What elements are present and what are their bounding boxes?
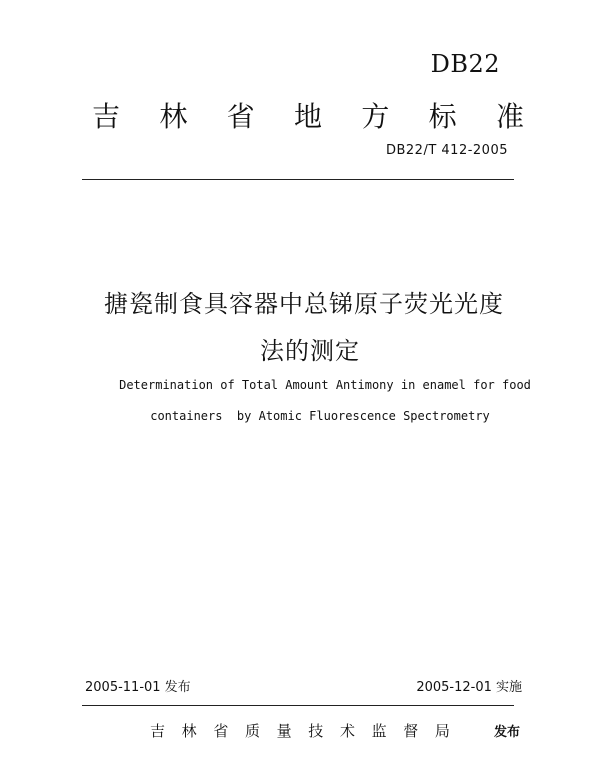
issuer-char: 督 [403,722,419,740]
issuer-char: 林 [181,722,197,740]
issue-date: 2005-11-01 发布 [85,680,191,695]
issue-action-label: 发布 [493,725,520,740]
title-char: 标 [428,100,457,133]
title-char: 林 [159,100,188,133]
standard-type-title [92,95,524,135]
title-char: 准 [495,100,524,133]
title-char: 地 [293,100,322,133]
issuer-char: 量 [276,722,292,740]
title-char: 省 [226,100,255,133]
footer-divider [82,705,514,706]
issuer-char: 省 [213,722,229,740]
issuer-char: 监 [371,722,387,740]
header-divider [82,179,514,180]
chinese-title-line-1: 搪瓷制食具容器中总锑原子荧光光度 [104,290,504,318]
standard-category-code: DB22 [430,50,500,78]
issuer-char: 质 [244,722,260,740]
issuer-char: 吉 [150,722,166,740]
issuer-char: 局 [434,722,450,740]
standard-number: DB22/T 412-2005 [385,143,508,158]
chinese-title-line-2: 法的测定 [260,337,360,365]
issuer-char: 技 [308,722,324,740]
issuing-authority [150,720,450,741]
issuer-char: 术 [339,722,355,740]
title-char: 吉 [92,100,121,133]
english-title-line-2: containers by Atomic Fluorescence Spectrometry [150,409,490,423]
issuing-authority-line [150,720,520,741]
english-title-line-1: Determination of Total Amount Antimony in enamel for food [119,378,531,392]
title-char: 方 [361,100,390,133]
implementation-date: 2005-12-01 实施 [416,680,522,695]
